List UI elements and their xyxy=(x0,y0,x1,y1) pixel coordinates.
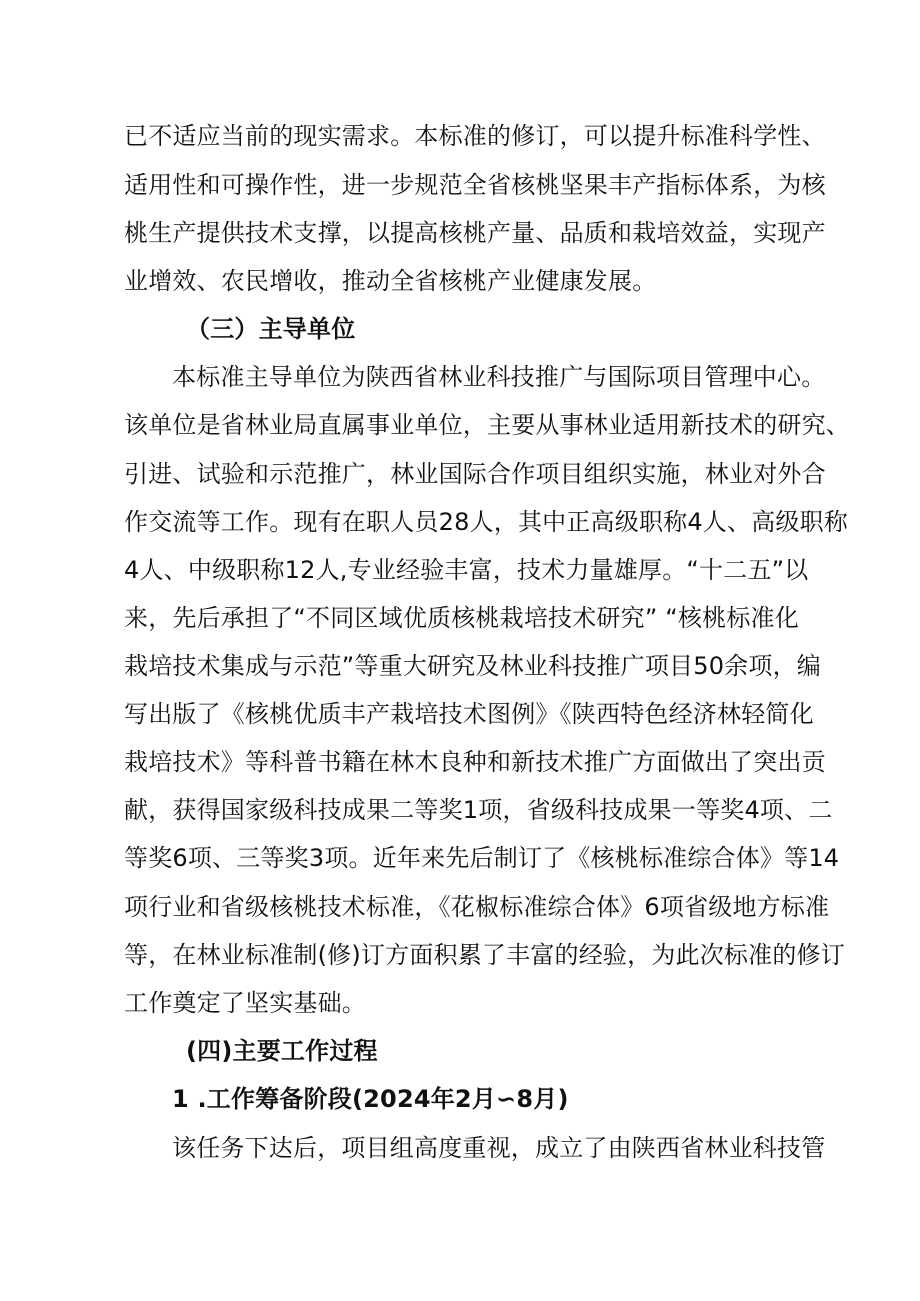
paragraph-line: 献，获得国家级科技成果二等奖1项，省级科技成果一等奖4项、二 xyxy=(124,796,833,824)
paragraph-line: 栽培技术》等科普书籍在林木良种和新技术推广方面做出了突出贡 xyxy=(124,748,826,776)
paragraph-line: 已不适应当前的现实需求。本标准的修订，可以提升标准科学性、 xyxy=(124,122,826,150)
paragraph-line: 写出版了《核桃优质丰产栽培技术图例》《陕西特色经济林轻简化 xyxy=(124,700,814,728)
section-heading: （三）主导单位 xyxy=(186,315,356,343)
section-heading: (四)主要工作过程 xyxy=(186,1037,378,1065)
paragraph-line: 桃生产提供技术支撑，以提高核桃产量、品质和栽培效益，实现产 xyxy=(124,219,826,247)
paragraph-line: 来，先后承担了“不同区域优质核桃栽培技术研究” “核桃标准化 xyxy=(124,604,799,632)
subsection-heading: 1 .工作筹备阶段(2024年2月∽8月) xyxy=(172,1085,569,1113)
paragraph-line: 业增效、农民增收，推动全省核桃产业健康发展。 xyxy=(124,267,657,295)
paragraph-line: 等奖6项、三等奖3项。近年来先后制订了《核桃标准综合体》等14 xyxy=(124,844,840,872)
paragraph-line: 引进、试验和示范推广，林业国际合作项目组织实施，林业对外合 xyxy=(124,460,826,488)
paragraph-line: 4人、中级职称12人,专业经验丰富，技术力量雄厚。“十二五”以 xyxy=(124,556,809,584)
paragraph-line: 工作奠定了坚实基础。 xyxy=(124,989,366,1017)
paragraph-line: 栽培技术集成与示范”等重大研究及林业科技推广项目50余项，编 xyxy=(124,652,821,680)
paragraph-line: 该任务下达后，项目组高度重视，成立了由陕西省林业科技管 xyxy=(172,1134,826,1162)
paragraph-line: 等，在林业标准制(修)订方面积累了丰富的经验，为此次标准的修订 xyxy=(124,941,845,969)
paragraph-line: 适用性和可操作性，进一步规范全省核桃坚果丰产指标体系，为核 xyxy=(124,171,826,199)
paragraph-line: 作交流等工作。现有在职人员28人，其中正高级职称4人、高级职称 xyxy=(124,508,849,536)
paragraph-line: 本标准主导单位为陕西省林业科技推广与国际项目管理中心。 xyxy=(172,363,826,391)
paragraph-line: 项行业和省级核桃技术标准，《花椒标准综合体》6项省级地方标准 xyxy=(124,893,830,921)
paragraph-line: 该单位是省林业局直属事业单位，主要从事林业适用新技术的研究、 xyxy=(124,411,850,439)
